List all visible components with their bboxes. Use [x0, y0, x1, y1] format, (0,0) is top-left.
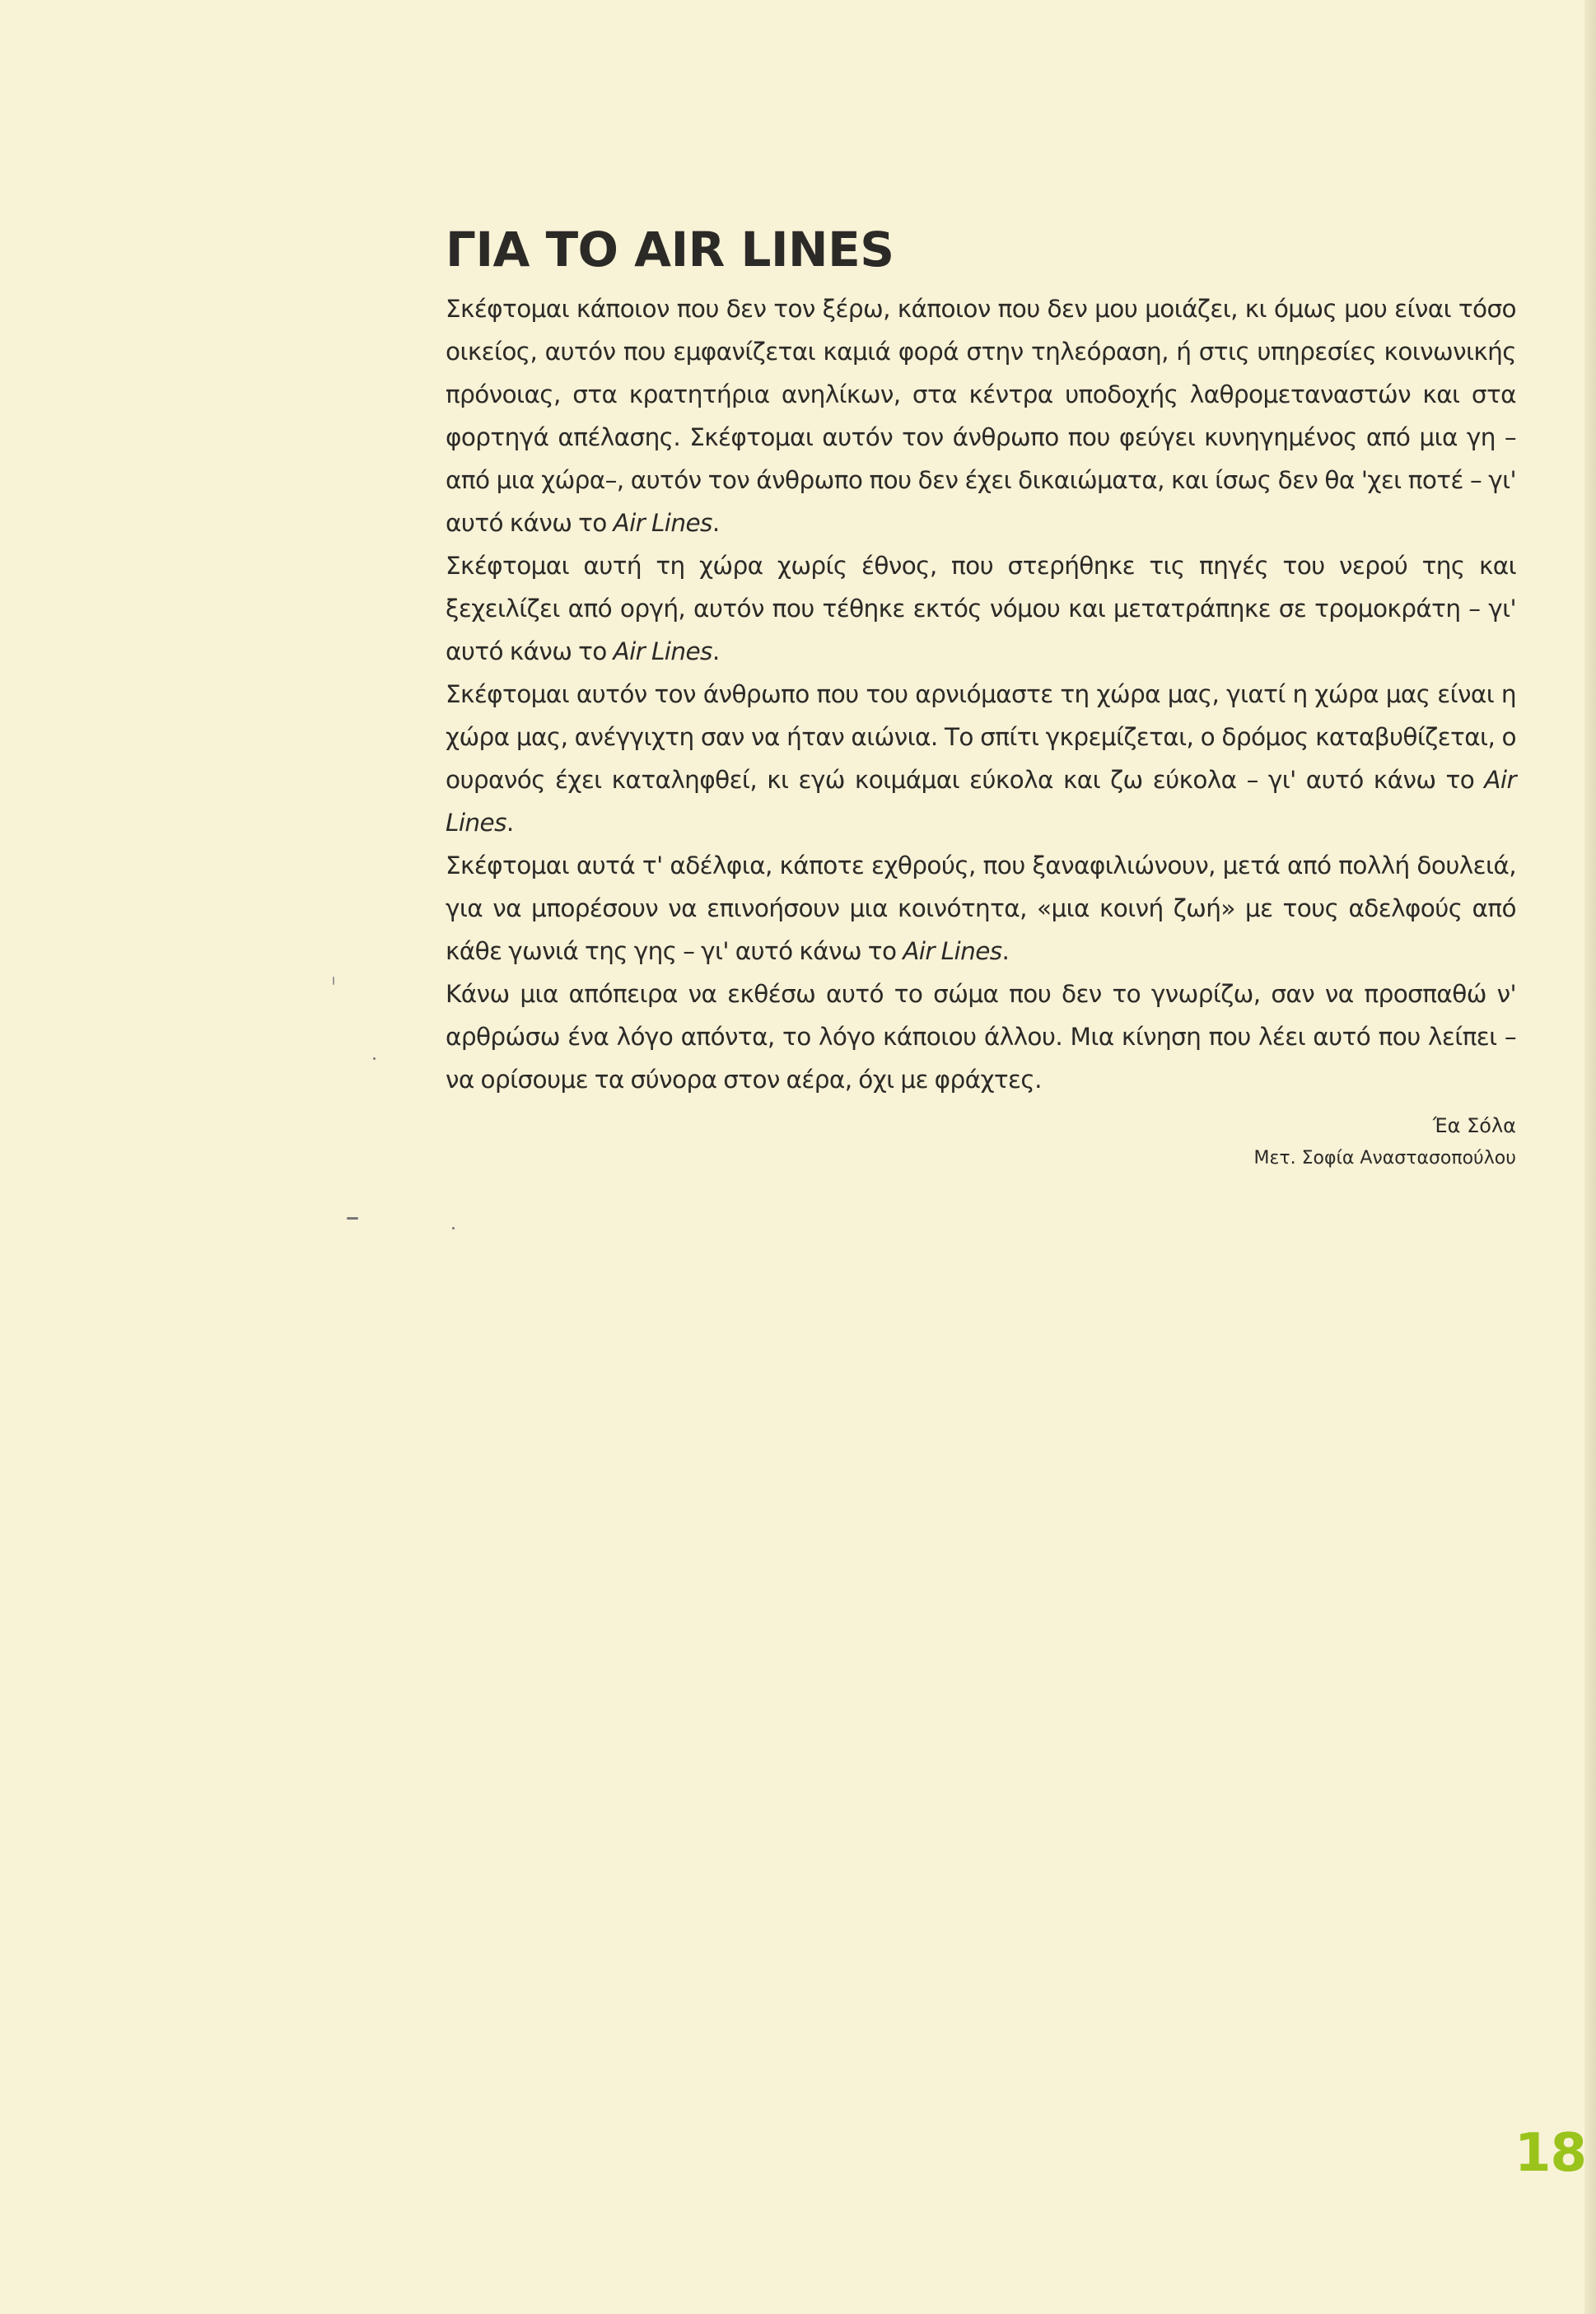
- paragraph: [446, 673, 1516, 844]
- paragraph: [446, 844, 1516, 973]
- paragraph-end: .: [712, 508, 720, 537]
- paper-speck: [347, 1217, 358, 1220]
- paragraph-end: .: [506, 808, 514, 837]
- author-name: Έα Σόλα: [1432, 1113, 1516, 1137]
- paragraph: [446, 544, 1516, 673]
- translator-credit: Μετ. Σοφία Αναστασοπούλου: [1253, 1147, 1516, 1169]
- paragraph-emphasis: Air Lines: [613, 508, 712, 537]
- paragraph-text: Σκέφτομαι κάποιον που δεν τον ξέρω, κάποιον που δεν μου μοιάζει, κι όμως μου είναι τόσο οικείος, αυτόν που εμφανίζεται καμιά φορά στην τηλεόραση, ή στις υπηρεσίες κοινωνικής πρόνοιας, στα κρατητήρια ανηλίκων, στα κέντρα υποδοχής λαθρομεταναστών και στα φορτηγά απέλασης. Σκέφτομαι αυτόν τον άνθρωπο που φεύγει κυνηγημένος από μια γη –από μια χώρα–, αυτόν τον άνθρωπο που δεν έχει δικαιώματα, και ίσως δεν θα 'χει ποτέ – γι' αυτό κάνω το: [446, 294, 1516, 537]
- paragraph-end: .: [1001, 936, 1010, 965]
- paragraph: [446, 287, 1516, 544]
- paragraph-emphasis: Air Lines: [613, 637, 712, 665]
- page-edge: [1584, 0, 1596, 2314]
- paragraph-end: .: [712, 637, 720, 665]
- paragraph-text: Σκέφτομαι αυτή τη χώρα χωρίς έθνος, που στερήθηκε τις πηγές του νερού της και ξεχειλίζει από οργή, αυτόν που τέθηκε εκτός νόμου και μετατράπηκε σε τρομοκράτη – γι' αυτό κάνω το: [446, 551, 1516, 665]
- paragraph-emphasis: Air Lines: [903, 936, 1002, 965]
- paragraph-emphasis: Air Lines: [446, 765, 1516, 837]
- paper-speck: [333, 977, 334, 985]
- signature: [446, 1109, 1516, 1175]
- paragraph-text: Σκέφτομαι αυτά τ' αδέλφια, κάποτε εχθρούς, που ξαναφιλιώνουν, μετά από πολλή δουλειά, για να μπορέσουν να επινοήσουν μια κοινότητα, «μια κοινή ζωή» με τους αδελφούς από κάθε γωνιά της γης – γι' αυτό κάνω το: [446, 851, 1516, 965]
- article: [446, 222, 1516, 1175]
- paragraph-text: Κάνω μια απόπειρα να εκθέσω αυτό το σώμα που δεν το γνωρίζω, σαν να προσπαθώ ν' αρθρώσω ένα λόγο απόντα, το λόγο κάποιου άλλου. Μια κίνηση που λέει αυτό που λείπει – να ορίσουμε τα σύνορα στον αέρα, όχι με φράχτες.: [446, 979, 1516, 1094]
- article-title: ΓΙΑ ΤΟ AIR LINES: [446, 222, 894, 278]
- page-number: 18: [1514, 2123, 1586, 2184]
- paper-speck: [452, 1227, 455, 1229]
- paper-speck: [373, 1057, 376, 1060]
- paragraph-text: Σκέφτομαι αυτόν τον άνθρωπο που του αρνιόμαστε τη χώρα μας, γιατί η χώρα μας είναι η χώρα μας, ανέγγιχτη σαν να ήταν αιώνια. Το σπίτι γκρεμίζεται, ο δρόμος καταβυθίζεται, ο ουρανός έχει καταληφθεί, κι εγώ κοιμάμαι εύκολα και ζω εύκολα – γι' αυτό κάνω το: [446, 679, 1516, 794]
- paragraph: [446, 973, 1516, 1101]
